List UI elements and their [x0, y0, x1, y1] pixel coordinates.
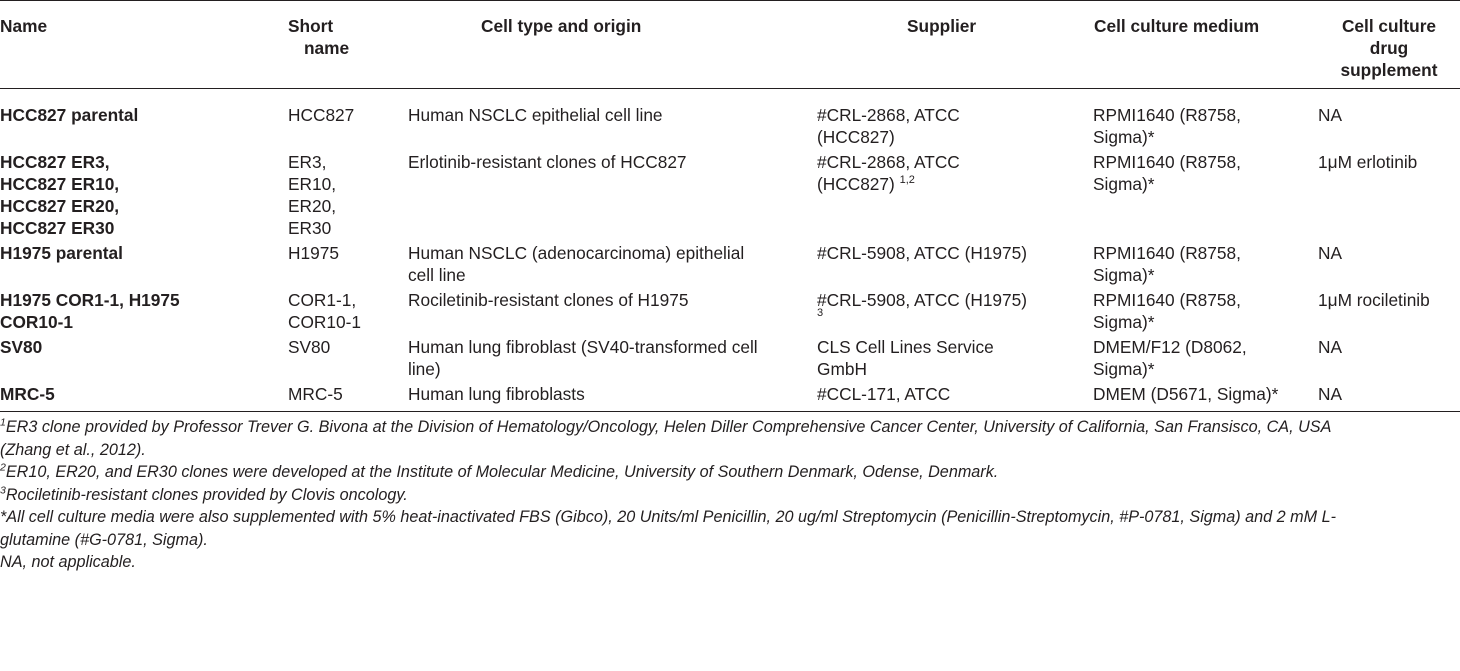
header-cell-type: Cell type and origin: [481, 16, 642, 36]
cell-name: [0, 333, 288, 380]
footnote-line: [0, 551, 1460, 574]
cell-supplier-line: (HCC827): [817, 127, 895, 147]
cell-supplier-line: #CRL-5908, ATCC (H1975): [817, 290, 1028, 310]
cell-short-name: [288, 333, 408, 380]
footnote-line: [0, 484, 1460, 507]
cell-drug-supplement-line: 1μM rociletinib: [1318, 290, 1430, 310]
footnote-marker: 1: [0, 416, 6, 429]
header-drug-supplement: [1318, 1, 1460, 89]
cell-name: [0, 89, 288, 149]
cell-name-line: HCC827 ER10,: [0, 174, 120, 194]
footnote: [0, 506, 1460, 551]
cell-name-line: MRC-5: [0, 384, 55, 404]
cell-medium-line: DMEM (D5671, Sigma)*: [1093, 384, 1279, 404]
footnote-line: [0, 439, 1460, 462]
cell-type-origin-line: Human NSCLC epithelial cell line: [408, 105, 663, 125]
cell-name-line: HCC827 parental: [0, 105, 139, 125]
header-drug-line: supplement: [1340, 60, 1438, 80]
cell-drug-supplement: [1318, 148, 1460, 239]
footnote-line: [0, 506, 1460, 529]
cell-medium-line: DMEM/F12 (D8062,: [1093, 337, 1247, 357]
cell-drug-supplement: [1318, 333, 1460, 380]
footnote: [0, 416, 1460, 461]
footnote-marker: 3: [0, 484, 6, 497]
cell-short-name-line: HCC827: [288, 105, 355, 125]
cell-medium-line: RPMI1640 (R8758,: [1093, 243, 1241, 263]
footnote-line: [0, 416, 1460, 439]
table-row: [0, 239, 1460, 286]
cell-short-name: [288, 239, 408, 286]
cell-type-origin-line: Erlotinib-resistant clones of HCC827: [408, 152, 687, 172]
cell-short-name-line: ER3,: [288, 152, 327, 172]
table-row: [0, 333, 1460, 380]
header-medium: Cell culture medium: [1094, 16, 1260, 36]
cell-medium: [1093, 148, 1318, 239]
cell-short-name-line: MRC-5: [288, 384, 343, 404]
footnote-text: (Zhang et al., 2012).: [0, 440, 146, 459]
cell-medium-line: Sigma)*: [1093, 312, 1155, 332]
cell-name-line: HCC827 ER30: [0, 218, 115, 238]
cell-drug-supplement-line: 1μM erlotinib: [1318, 152, 1418, 172]
cell-drug-supplement-line: NA: [1318, 243, 1343, 263]
cell-medium-line: Sigma)*: [1093, 174, 1155, 194]
cell-short-name: [288, 286, 408, 333]
table-row: [0, 89, 1460, 149]
cell-short-name-line: H1975: [288, 243, 339, 263]
cell-name-line: HCC827 ER3,: [0, 152, 110, 172]
cell-drug-supplement: [1318, 239, 1460, 286]
cell-type-origin-line: Rociletinib-resistant clones of H1975: [408, 290, 689, 310]
cell-name-line: H1975 parental: [0, 243, 123, 263]
cell-short-name-line: SV80: [288, 337, 331, 357]
header-short-name: [288, 1, 408, 89]
cell-medium: [1093, 380, 1318, 412]
header-drug-line: Cell culture: [1341, 16, 1437, 36]
footnote-text: NA, not applicable.: [0, 553, 136, 571]
cell-type-origin: [408, 333, 817, 380]
header-short-name-line: name: [304, 38, 350, 58]
footnote: [0, 551, 1460, 574]
footnote: [0, 461, 1460, 484]
cell-supplier: [817, 286, 1093, 333]
cell-type-origin-line: Human lung fibroblast (SV40-transformed cell: [408, 337, 758, 357]
cell-name: [0, 239, 288, 286]
cell-name: [0, 286, 288, 333]
cell-supplier-line: #CRL-5908, ATCC (H1975): [817, 243, 1028, 263]
cell-medium-line: Sigma)*: [1093, 359, 1155, 379]
supplier-footnote-marker: 3: [817, 307, 824, 320]
cell-supplier: [817, 380, 1093, 412]
header-name: Name: [0, 16, 48, 36]
table-row: [0, 286, 1460, 333]
footnote-text: ER3 clone provided by Professor Trever G. Bivona at the Division of Hematology/Oncology, Helen Diller Comprehensive Cancer Center, University of California, San Fransisco, CA, USA: [5, 418, 1332, 436]
cell-type-origin: [408, 148, 817, 239]
cell-drug-supplement: [1318, 89, 1460, 149]
cell-supplier-line: #CCL-171, ATCC: [817, 384, 951, 404]
cell-supplier-line: #CRL-2868, ATCC: [817, 105, 960, 125]
cell-type-origin: [408, 239, 817, 286]
footnote-text: *All cell culture media were also supplemented with 5% heat-inactivated FBS (Gibco), 20 Units/ml Penicillin, 20 ug/ml Streptomycin (Penicillin-Streptomycin, #P-0781, Sigma) and 2 mM L-: [0, 508, 1337, 526]
footnote: [0, 484, 1460, 507]
cell-short-name-line: COR10-1: [288, 312, 361, 332]
cell-name-line: COR10-1: [0, 312, 73, 332]
cell-supplier: [817, 89, 1093, 149]
cell-name-line: H1975 COR1-1, H1975: [0, 290, 180, 310]
cell-medium-line: RPMI1640 (R8758,: [1093, 290, 1241, 310]
cell-drug-supplement: [1318, 286, 1460, 333]
cell-name-line: HCC827 ER20,: [0, 196, 120, 216]
cell-medium-line: RPMI1640 (R8758,: [1093, 152, 1241, 172]
cell-type-origin-line: Human NSCLC (adenocarcinoma) epithelial: [408, 243, 745, 263]
cell-supplier: [817, 333, 1093, 380]
cell-type-origin: [408, 286, 817, 333]
cell-type-origin-line: Human lung fibroblasts: [408, 384, 585, 404]
cell-drug-supplement-line: NA: [1318, 337, 1343, 357]
cell-medium: [1093, 333, 1318, 380]
footnote-text: glutamine (#G-0781, Sigma).: [0, 530, 208, 549]
cell-name-line: SV80: [0, 337, 43, 357]
table-footnotes: [0, 412, 1460, 574]
supplier-footnote-marker: 1,2: [899, 174, 915, 187]
cell-short-name: [288, 380, 408, 412]
cell-short-name-line: ER30: [288, 218, 332, 238]
cell-medium-line: Sigma)*: [1093, 265, 1155, 285]
header-supplier: Supplier: [907, 16, 977, 36]
cell-medium: [1093, 239, 1318, 286]
table-row: [0, 148, 1460, 239]
cell-supplier-line: GmbH: [817, 359, 867, 379]
cell-type-origin-line: line): [408, 359, 441, 379]
cell-drug-supplement-line: NA: [1318, 105, 1343, 125]
cell-type-origin: [408, 380, 817, 412]
footnote-text: ER10, ER20, and ER30 clones were developed at the Institute of Molecular Medicine, University of Southern Denmark, Odense, Denmark.: [5, 463, 999, 481]
footnote-line: [0, 461, 1460, 484]
header-drug-line: drug: [1369, 38, 1409, 58]
cell-short-name: [288, 89, 408, 149]
footnote-text: Rociletinib-resistant clones provided by Clovis oncology.: [5, 485, 408, 504]
cell-short-name-line: ER20,: [288, 196, 337, 216]
cell-supplier: [817, 148, 1093, 239]
cell-name: [0, 148, 288, 239]
header-short-name-line: Short: [288, 16, 334, 36]
cell-supplier-line: CLS Cell Lines Service: [817, 337, 994, 357]
table-header-row: [0, 1, 1460, 89]
cell-short-name-line: ER10,: [288, 174, 337, 194]
cell-drug-supplement: [1318, 380, 1460, 412]
cell-short-name: [288, 148, 408, 239]
cell-type-origin: [408, 89, 817, 149]
cell-short-name-line: COR1-1,: [288, 290, 357, 310]
cell-supplier-line: (HCC827): [817, 174, 900, 194]
cell-medium-line: Sigma)*: [1093, 127, 1155, 147]
cell-supplier-line: #CRL-2868, ATCC: [817, 152, 960, 172]
cell-supplier: [817, 239, 1093, 286]
footnote-line: [0, 529, 1460, 552]
cell-medium-line: RPMI1640 (R8758,: [1093, 105, 1241, 125]
footnote-marker: 2: [0, 461, 6, 474]
cell-medium: [1093, 89, 1318, 149]
supplier-footnote-line: [817, 307, 1093, 323]
cell-medium: [1093, 286, 1318, 333]
cell-drug-supplement-line: NA: [1318, 384, 1343, 404]
table-row: [0, 380, 1460, 412]
cell-type-origin-line: cell line: [408, 265, 466, 285]
cell-name: [0, 380, 288, 412]
